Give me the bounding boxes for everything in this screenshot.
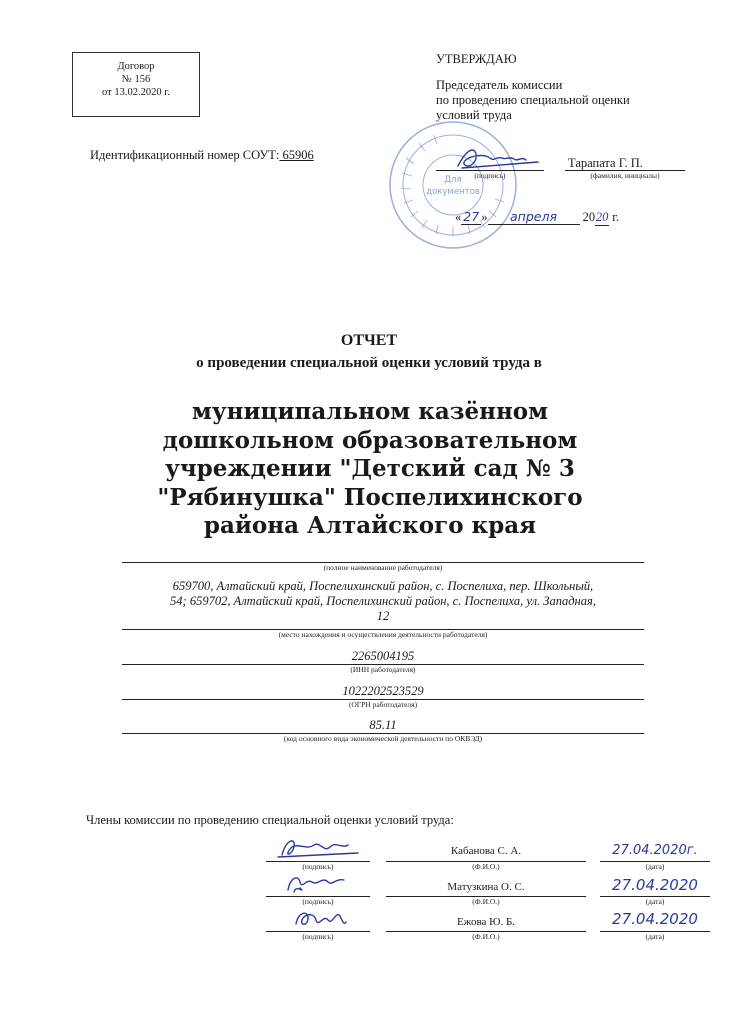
soute-id: Идентификационный номер СОУТ: 65906 xyxy=(90,148,314,162)
employer-okved: 85.11 xyxy=(369,718,397,732)
member-1-signature-caption: (подпись) xyxy=(302,862,334,871)
approval-position-line2: по проведению специальной оценки xyxy=(436,93,630,107)
chair-name: Тарапата Г. П. xyxy=(568,156,643,170)
chair-signature-caption: (подпись) xyxy=(474,171,506,180)
member-2-signature-handwriting xyxy=(266,868,370,896)
employer-address-caption: (место нахождения и осуществления деятельности работодателя) xyxy=(278,630,488,639)
approval-position-line1: Председатель комиссии xyxy=(436,78,563,92)
members-heading: Члены комиссии по проведению специальной оценки условий труда: xyxy=(86,813,454,827)
employer-name-caption: (полное наименование работодателя) xyxy=(323,563,443,572)
member-1-name-caption: (Ф.И.О.) xyxy=(472,862,500,871)
contract-date: от 13.02.2020 г. xyxy=(102,87,170,98)
approval-block xyxy=(436,52,630,123)
soute-id-number: 65906 xyxy=(279,148,314,162)
member-2-name-caption: (Ф.И.О.) xyxy=(472,897,500,906)
member-1-name: Кабанова С. А. xyxy=(450,845,522,857)
chair-signature-handwriting xyxy=(452,140,542,176)
round-stamp xyxy=(386,118,520,252)
stamp-text-line2: документов xyxy=(426,187,480,197)
contract-number: № 156 xyxy=(121,74,151,85)
report-title: ОТЧЕТ xyxy=(340,332,398,349)
stamp-text-line1: Для xyxy=(444,175,462,185)
report-subtitle: о проведении специальной оценки условий труда в xyxy=(196,355,542,371)
approval-position-line3: условий труда xyxy=(436,108,512,122)
member-1-date-caption: (дата) xyxy=(645,862,665,871)
member-1-signature-handwriting xyxy=(266,833,370,861)
approval-date-month: апреля xyxy=(488,209,580,225)
member-3-date-caption: (дата) xyxy=(645,932,665,941)
member-2-name: Матузкина О. С. xyxy=(447,881,525,893)
member-2-date: 27.04.2020 xyxy=(612,876,698,894)
member-3-date: 27.04.2020 xyxy=(612,910,698,928)
contract-label: Договор xyxy=(117,61,155,72)
chair-name-caption: (фамилия, инициалы) xyxy=(590,171,660,180)
member-2-signature xyxy=(266,868,370,896)
member-1-date: 27.04.2020г. xyxy=(612,843,698,858)
member-1-signature xyxy=(266,833,370,861)
member-2-date-caption: (дата) xyxy=(645,897,665,906)
member-3-signature xyxy=(266,904,370,932)
contract-box xyxy=(72,52,200,117)
member-3-name: Ежова Ю. Б. xyxy=(456,916,516,928)
employer-ogrn: 1022202523529 xyxy=(342,684,424,698)
member-3-signature-caption: (подпись) xyxy=(302,932,334,941)
approval-date-day: 27 xyxy=(461,209,481,225)
approval-date: « 27 » апреля 2020 г. xyxy=(455,209,620,224)
employer-name: муниципальном казённом дошкольном образовательном учреждении "Детский сад № 3 "Рябинушка" Поспелихинского района Алтайского края xyxy=(157,398,583,539)
employer-inn: 2265004195 xyxy=(351,649,415,663)
employer-ogrn-caption: (ОГРН работодателя) xyxy=(348,700,418,709)
employer-inn-caption: (ИНН работодателя) xyxy=(350,665,416,674)
employer-okved-caption: (код основного вида экономической деятельности по ОКВЭД) xyxy=(283,734,483,743)
approval-date-year: 20 xyxy=(595,210,609,224)
employer-address: 659700, Алтайский край, Поспелихинский район, с. Поспелиха, пер. Школьный, 54; 659702, Алтайский край, Поспелихинский район, с. Поспелиха, ул. Западная, 12 xyxy=(170,579,596,623)
member-2-signature-caption: (подпись) xyxy=(302,897,334,906)
member-3-name-caption: (Ф.И.О.) xyxy=(472,932,500,941)
approval-title: УТВЕРЖДАЮ xyxy=(436,52,517,66)
member-3-signature-handwriting xyxy=(266,904,370,932)
